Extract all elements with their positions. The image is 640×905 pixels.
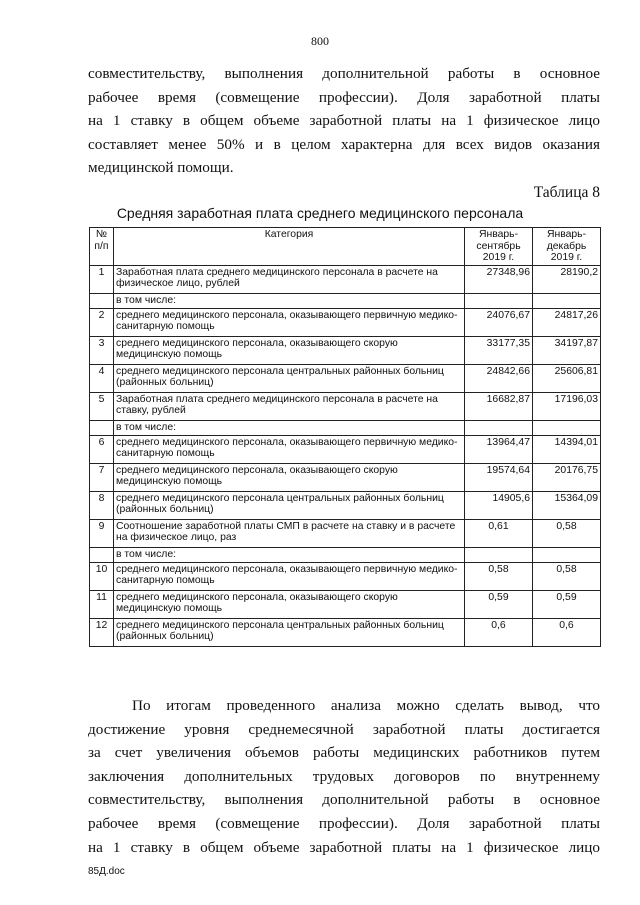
row-value-jan-sep: 0,61	[465, 519, 533, 547]
row-value-jan-sep: 16682,87	[465, 392, 533, 420]
table-row	[90, 364, 601, 392]
paragraph-conclusion	[88, 694, 600, 859]
table-row	[90, 435, 601, 463]
paragraph-line: на 1 ставку в общем объеме заработной платы на 1 физическое лицо	[88, 838, 600, 856]
table-row	[90, 618, 601, 646]
row-value-jan-dec: 0,6	[533, 618, 601, 646]
row-category: среднего медицинского персонала центральных районных больниц (районных больниц)	[114, 491, 465, 519]
row-category: в том числе:	[114, 420, 465, 435]
paragraph-intro	[88, 62, 600, 180]
row-category: среднего медицинского персонала, оказывающего скорую медицинскую помощь	[114, 590, 465, 618]
row-value-jan-dec	[533, 420, 601, 435]
row-value-jan-dec: 20176,75	[533, 463, 601, 491]
page-number: 800	[311, 34, 329, 48]
row-value-jan-dec	[533, 293, 601, 308]
paragraph-line: за счет увеличения объемов работы медицинских работников путем	[88, 744, 600, 762]
row-value-jan-sep: 0,58	[465, 562, 533, 590]
row-category: в том числе:	[114, 547, 465, 562]
table-row	[90, 293, 601, 308]
header-jan-dec: Январь-декабрь 2019 г.	[533, 228, 601, 266]
paragraph-line: достижение уровня среднемесячной заработной платы достигается	[88, 720, 600, 738]
paragraph-line: заключения дополнительных трудовых договоров по внутреннему	[88, 767, 600, 785]
table-row	[90, 265, 601, 293]
row-number	[90, 293, 114, 308]
table-row	[90, 336, 601, 364]
table-row	[90, 420, 601, 435]
table-row	[90, 547, 601, 562]
table-row	[90, 491, 601, 519]
table-row	[90, 392, 601, 420]
footer-filename: 85Д.doc	[88, 866, 125, 877]
row-number	[90, 420, 114, 435]
row-category: среднего медицинского персонала, оказывающего скорую медицинскую помощь	[114, 463, 465, 491]
paragraph-line: рабочее время (совмещение профессии). Доля заработной платы	[88, 814, 600, 832]
row-value-jan-sep: 33177,35	[465, 336, 533, 364]
paragraph-line: на 1 ставку в общем объеме заработной платы на 1 физическое лицо	[88, 112, 600, 130]
paragraph-line: совместительству, выполнения дополнительной работы в основное	[88, 791, 600, 809]
row-number: 5	[90, 392, 114, 420]
row-value-jan-sep: 14905,6	[465, 491, 533, 519]
header-jan-sep: Январь-сентябрь 2019 г.	[465, 228, 533, 266]
paragraph-line: рабочее время (совмещение профессии). Доля заработной платы	[88, 88, 600, 106]
row-number: 10	[90, 562, 114, 590]
row-value-jan-dec: 28190,2	[533, 265, 601, 293]
row-number: 7	[90, 463, 114, 491]
table-label: Таблица 8	[533, 184, 600, 201]
row-number: 1	[90, 265, 114, 293]
row-number: 3	[90, 336, 114, 364]
row-category: среднего медицинского персонала, оказывающего первичную медико-санитарную помощь	[114, 308, 465, 336]
header-category: Категория	[114, 228, 465, 266]
paragraph-line: составляет менее 50% и в целом характерна для всех видов оказания	[88, 135, 600, 153]
row-number: 11	[90, 590, 114, 618]
row-number	[90, 547, 114, 562]
row-number: 9	[90, 519, 114, 547]
table-row	[90, 590, 601, 618]
salary-table	[89, 227, 601, 647]
row-value-jan-sep: 0,6	[465, 618, 533, 646]
row-value-jan-sep: 19574,64	[465, 463, 533, 491]
row-value-jan-sep: 13964,47	[465, 435, 533, 463]
row-number: 12	[90, 618, 114, 646]
row-value-jan-dec: 15364,09	[533, 491, 601, 519]
row-category: Заработная плата среднего медицинского персонала в расчете на ставку, рублей	[114, 392, 465, 420]
row-value-jan-dec: 0,59	[533, 590, 601, 618]
row-category: среднего медицинского персонала, оказывающего первичную медико-санитарную помощь	[114, 435, 465, 463]
row-value-jan-dec: 25606,81	[533, 364, 601, 392]
paragraph-line: совместительству, выполнения дополнительной работы в основное	[88, 65, 600, 82]
row-value-jan-dec: 0,58	[533, 562, 601, 590]
row-value-jan-sep	[465, 293, 533, 308]
row-number: 4	[90, 364, 114, 392]
row-value-jan-sep	[465, 420, 533, 435]
row-value-jan-sep: 0,59	[465, 590, 533, 618]
row-number: 2	[90, 308, 114, 336]
table-header-row	[90, 228, 601, 266]
row-value-jan-dec: 34197,87	[533, 336, 601, 364]
table-row	[90, 463, 601, 491]
row-category: среднего медицинского персонала, оказывающего первичную медико-санитарную помощь	[114, 562, 465, 590]
row-value-jan-sep	[465, 547, 533, 562]
row-category: Соотношение заработной платы СМП в расчете на ставку и в расчете на физическое лицо, раз	[114, 519, 465, 547]
row-value-jan-dec	[533, 547, 601, 562]
paragraph-line: медицинской помощи.	[88, 159, 234, 177]
row-number: 6	[90, 435, 114, 463]
row-value-jan-dec: 24817,26	[533, 308, 601, 336]
row-category: среднего медицинского персонала, оказывающего скорую медицинскую помощь	[114, 336, 465, 364]
row-category: среднего медицинского персонала центральных районных больниц (районных больниц)	[114, 618, 465, 646]
row-category: в том числе:	[114, 293, 465, 308]
table-row	[90, 562, 601, 590]
table-row	[90, 519, 601, 547]
row-category: среднего медицинского персонала центральных районных больниц (районных больниц)	[114, 364, 465, 392]
row-number: 8	[90, 491, 114, 519]
row-value-jan-dec: 17196,03	[533, 392, 601, 420]
row-value-jan-sep: 27348,96	[465, 265, 533, 293]
row-value-jan-sep: 24076,67	[465, 308, 533, 336]
table-title: Средняя заработная плата среднего медицинского персонала	[116, 205, 524, 221]
paragraph-line: По итогам проведенного анализа можно сделать вывод, что	[132, 697, 600, 714]
row-value-jan-sep: 24842,66	[465, 364, 533, 392]
header-num: № п/п	[90, 228, 114, 266]
row-category: Заработная плата среднего медицинского персонала в расчете на физическое лицо, рублей	[114, 265, 465, 293]
row-value-jan-dec: 0,58	[533, 519, 601, 547]
table-row	[90, 308, 601, 336]
row-value-jan-dec: 14394,01	[533, 435, 601, 463]
